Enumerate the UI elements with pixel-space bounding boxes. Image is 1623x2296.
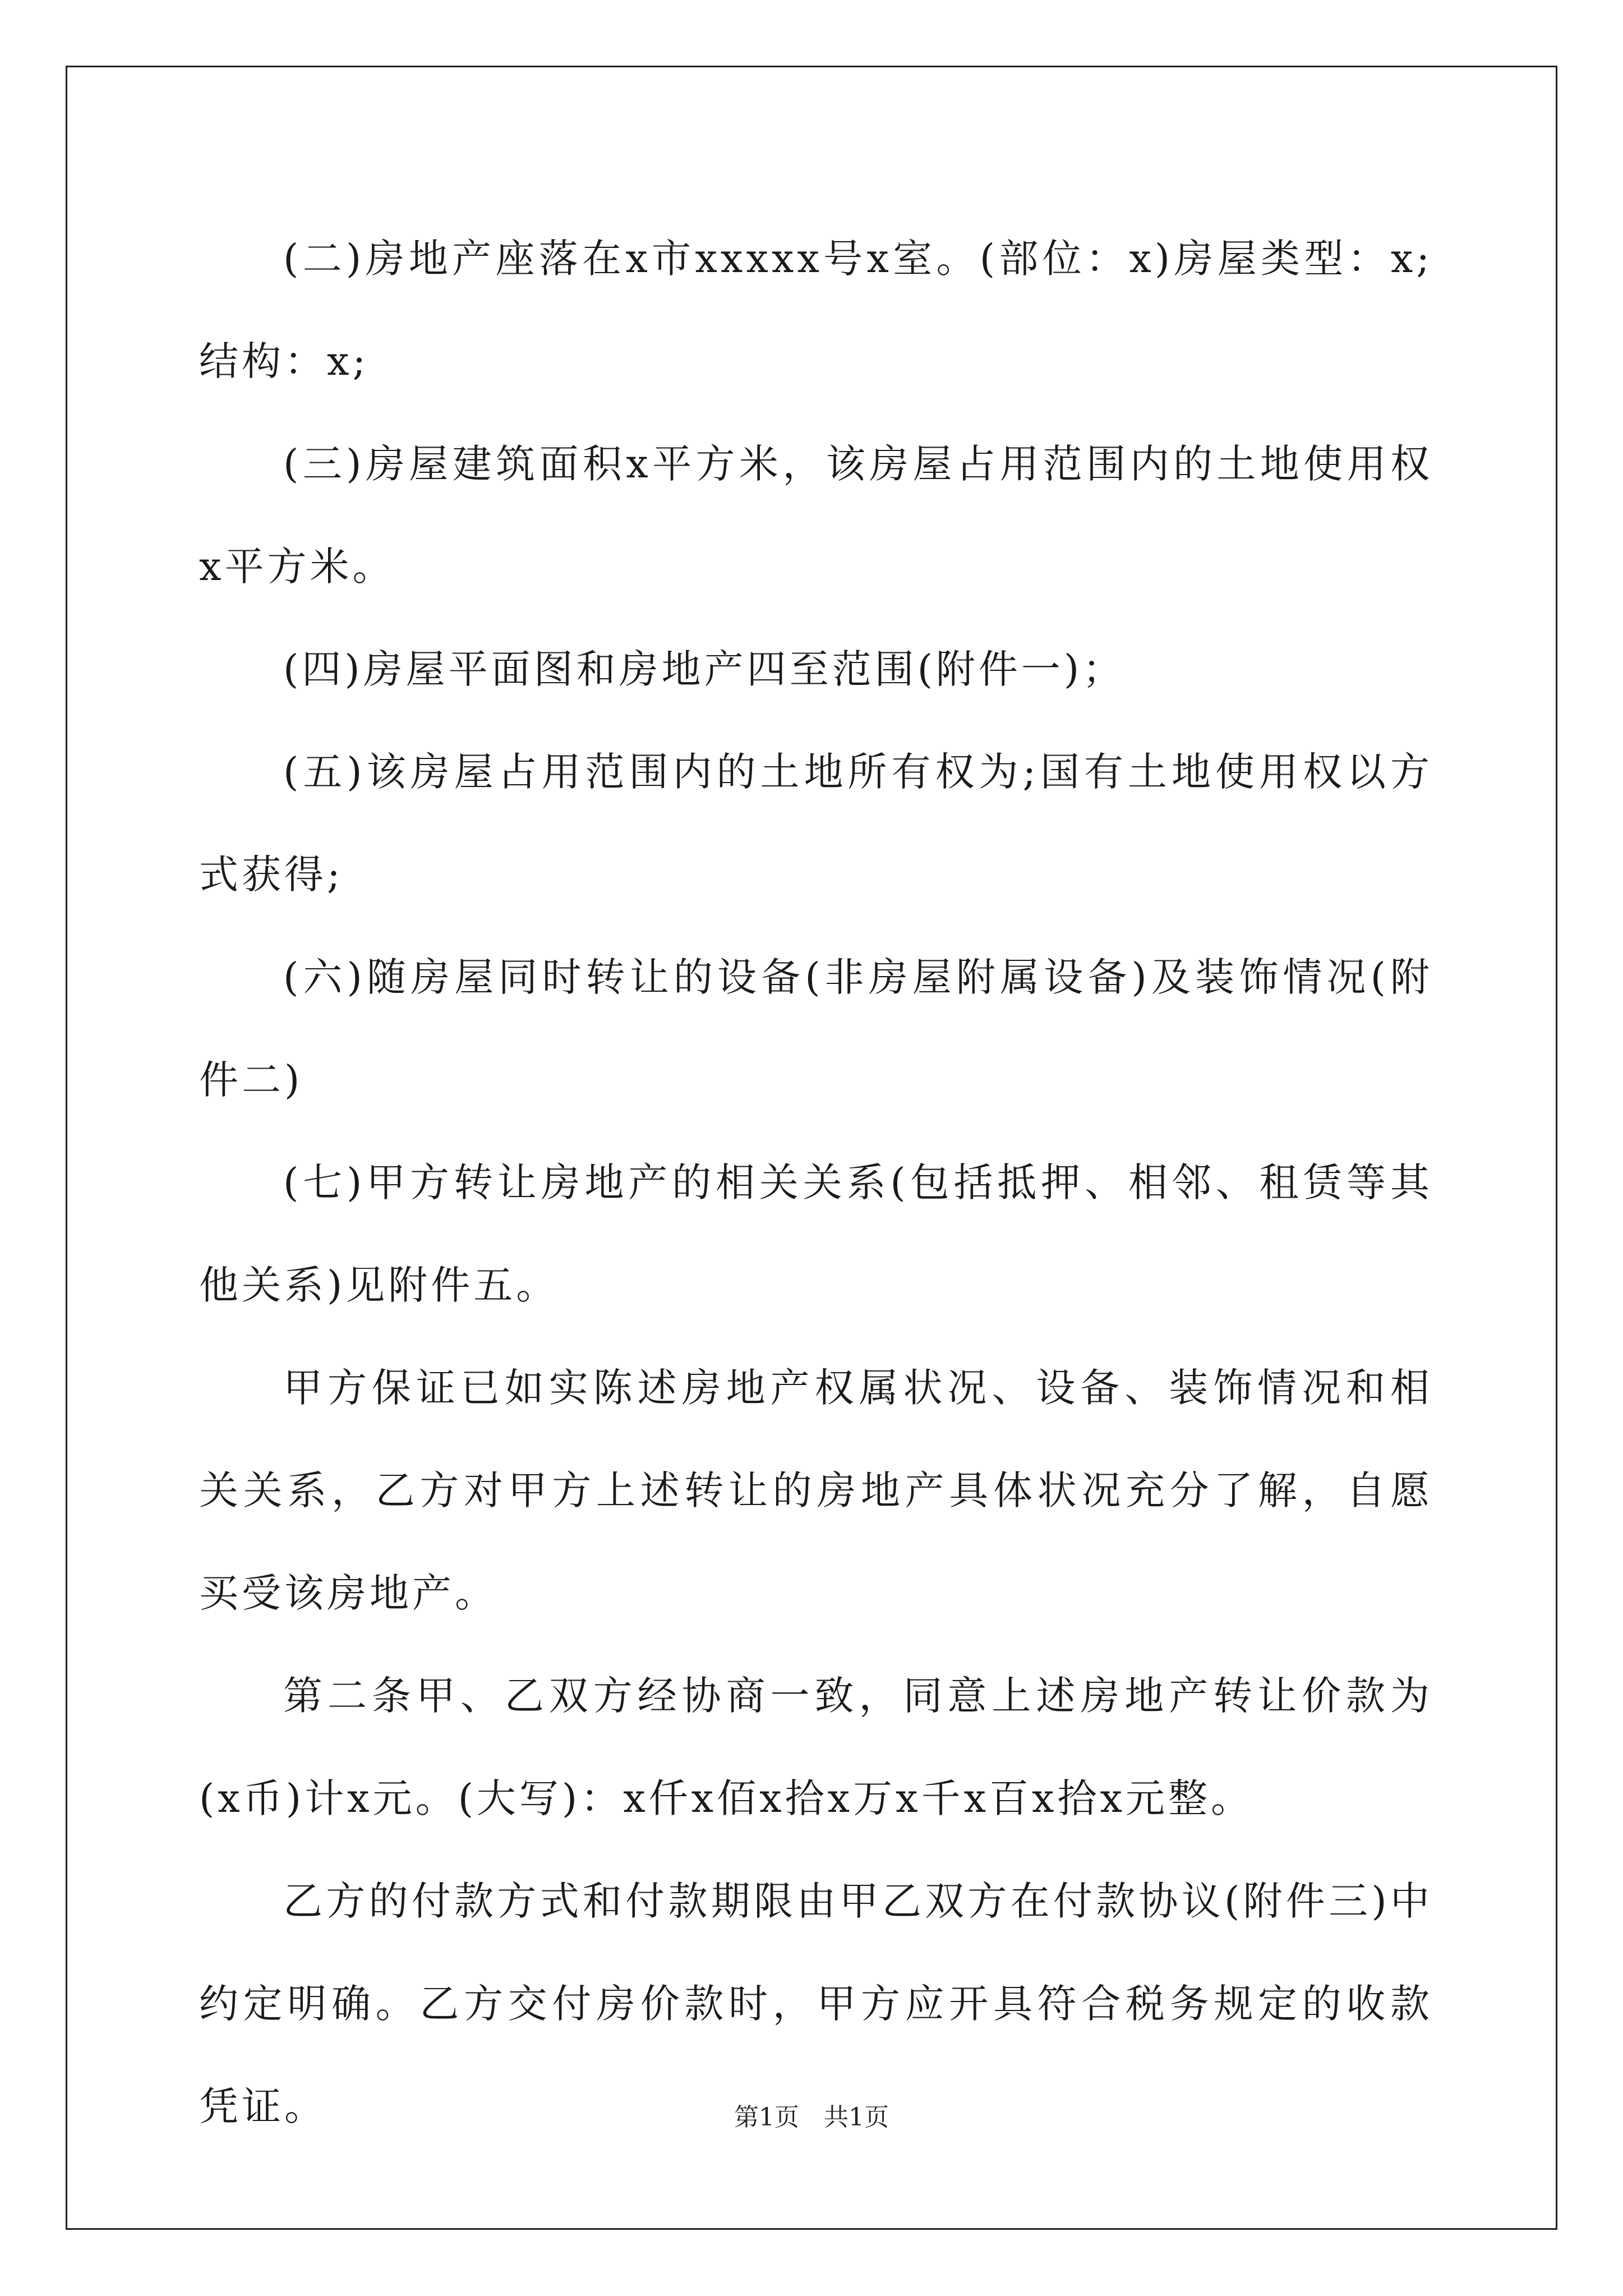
paragraph-location: (二)房地产座落在x市xxxxx号x室。(部位：x)房屋类型：x;结构：x; [199,236,1433,384]
paragraph-floor-plan: (四)房屋平面图和房地产四至范围(附件一)； [283,646,1126,692]
paragraph-land-rights: (五)该房屋占用范围内的土地所有权为;国有土地使用权以方式获得; [199,749,1433,898]
paragraph-area: (三)房屋建筑面积x平方米，该房屋占用范围内的土地使用权x平方米。 [199,441,1433,590]
document-body [199,208,1433,2158]
paragraph-price: 第二条甲、乙双方经协商一致，同意上述房地产转让价款为(x币)计x元。(大写)：x仟x佰x拾x万x千x百x拾x元整。 [199,1673,1433,1821]
paragraph-equipment: (六)随房屋同时转让的设备(非房屋附属设备)及装饰情况(附件二) [199,954,1433,1103]
page-footer: 第1页 共1页 [734,2103,889,2132]
paragraph-payment: 乙方的付款方式和付款期限由甲乙双方在付款协议(附件三)中约定明确。乙方交付房价款时，甲方应开具符合税务规定的收款凭证。 [199,1878,1433,2129]
paragraph-relations: (七)甲方转让房地产的相关关系(包括抵押、相邻、租赁等其他关系)见附件五。 [199,1159,1433,1308]
paragraph-guarantee: 甲方保证已如实陈述房地产权属状况、设备、装饰情况和相关关系，乙方对甲方上述转让的房地产具体状况充分了解，自愿买受该房地产。 [199,1365,1433,1616]
